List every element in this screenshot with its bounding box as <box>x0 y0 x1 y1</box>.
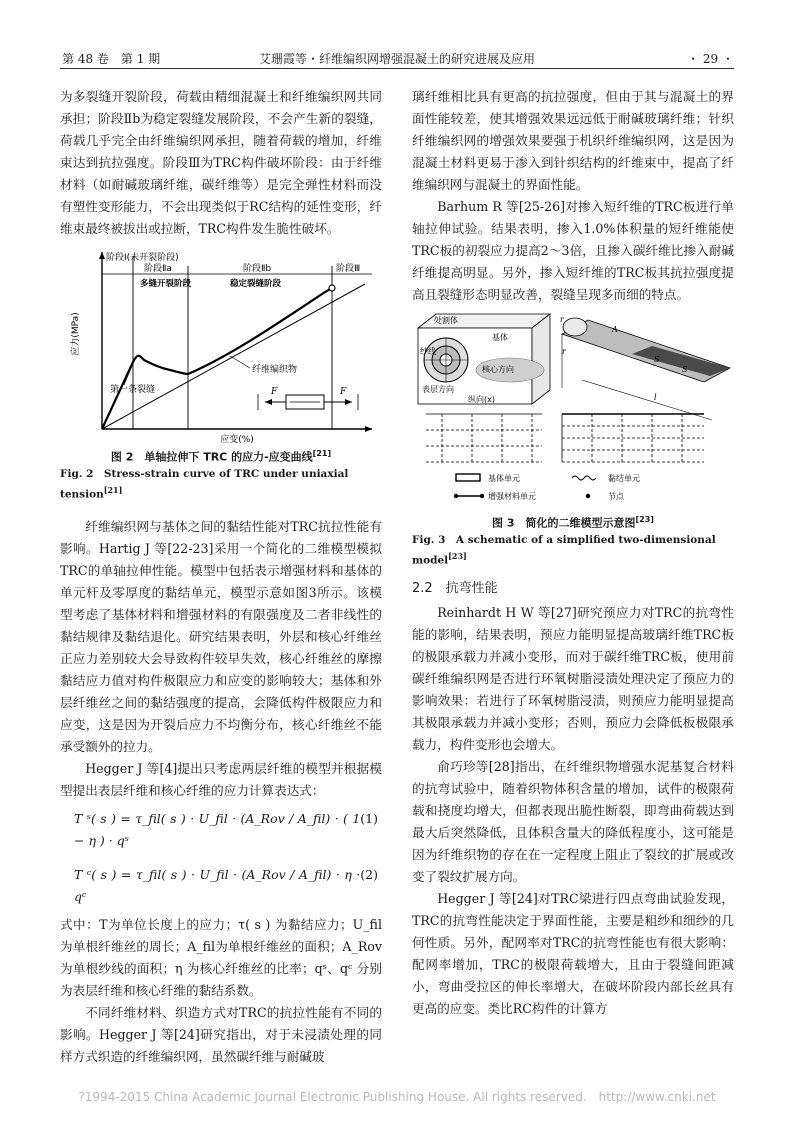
fig3-label-longitudinal: 纵向(x) <box>468 395 495 404</box>
stress-strain-figure <box>60 244 382 444</box>
stage-1-label: 阶段Ⅰ(未开裂阶段) <box>106 253 179 263</box>
equation-1: T ˢ( s ) = τ_fil( s ) · U_fil · (A_Rov / A_fil) · ( 1 − η ) · qˢ (1) <box>74 811 378 849</box>
legend-matrix-element: 基体单元 <box>488 474 520 483</box>
force-label-right: F <box>340 387 347 397</box>
figure-2 <box>60 244 382 502</box>
left-paragraph-4: 式中：T为单位长度上的应力；τ( s ) 为黏结应力；U_fil为单根纤维丝的周长；A_fil为单根纤维丝的面积；A_Rov为单根纱线的面积；η 为核心纤维丝的比率；qˢ、qᶜ 分别为表层纤维和核心纤维的黏结系数。 <box>60 917 382 999</box>
equation-2: T ᶜ( s ) = τ_fil( s ) · U_fil · (A_Rov / A_fil) · η · qᶜ (2) <box>74 867 378 905</box>
right-paragraph-2: Barhum R 等[25-26]对掺入短纤维的TRC板进行单轴拉伸试验。结果表明，掺入1.0%体积量的短纤维能使TRC板的初裂应力提高2～3倍，且掺入碳纤维比掺入耐碱纤维提高明显。另外，掺入短纤维的TRC板其抗拉强度提高且裂缝形态明显改善，裂缝呈现多而细的特点。 <box>412 199 734 302</box>
right-paragraph-5: Hegger J 等[24]对TRC梁进行四点弯曲试验发现，TRC的抗弯性能决定于界面性能，主要是粗纱和细纱的几何性质。另外，配网率对TRC的抗弯性能也有很大影响：配网率增加，TRC的极限荷载增大，且由于裂缝间距减小，弯曲受拉区的伸长率增大，在破坏阶段内部长丝具有更高的应变。类比RC构件的计算方 <box>412 891 734 1017</box>
left-paragraph-5: 不同纤维材料、织造方式对TRC的抗拉性能有不同的影响。Hegger J 等[24]研究指出，对于未浸渍处理的同样方式织造的纤维编织网，虽然碳纤维与耐碱玻 <box>60 1005 382 1065</box>
stage-2b-label: 阶段Ⅱb <box>243 264 272 274</box>
svg-text:r: r <box>562 347 566 356</box>
svg-text:r: r <box>560 315 564 324</box>
right-paragraph-3: Reinhardt H W 等[27]研究预应力对TRC的抗弯性能的影响，结果表明，预应力能明显提高玻璃纤维TRC板的极限承载力并减小变形，而对于碳纤维TRC板，使用前碳纤维编织网是否进行环氧树脂浸渍处理决定了预应力的影响效果：若进行了环氧树脂浸渍，则预应力能明显提高其极限承载力并减小变形；否则，预应力会降低板极限承载力，构件变形也会增大。 <box>412 605 734 753</box>
legend-reinforcement-element: 增强材料单元 <box>488 492 536 501</box>
y-axis-label: 应力(MPa) <box>71 312 81 356</box>
svg-text:A: A <box>612 325 618 334</box>
left-paragraph-1: 为多裂缝开裂阶段，荷载由精细混凝土和纤维编织网共同承担；阶段Ⅱb为稳定裂缝发展阶段，不会产生新的裂缝，荷载几乎完全由纤维编织网承担，随着荷载的增加，纤维束达到抗拉强度。阶段Ⅲ为TRC构件破坏阶段：由于纤维材料（如耐碱玻璃纤维，碳纤维等）是完全弹性材料而没有塑性变形能力，不会出现类似于RC结构的延性变形，纤维束最终被拔出或拉断，TRC构件发生脆性破坏。 <box>60 89 382 236</box>
left-column <box>60 86 382 1068</box>
svg-text:S: S <box>654 355 660 364</box>
fig3-label-cut: 处割体 <box>434 316 458 325</box>
svg-text:S: S <box>682 365 688 374</box>
figure-3-caption-cn: 图 3 简化的二维模型示意图[23] <box>492 515 654 530</box>
first-crack-label: 第一条裂缝 <box>110 385 156 395</box>
left-paragraph-3: Hegger J 等[4]提出只考虑两层纤维的模型并根据模型提出表层纤维和核心纤维的应力计算表达式： <box>60 761 382 799</box>
left-paragraph-2: 纤维编织网与基体之间的黏结性能对TRC抗拉性能有影响。Hartig J 等[22-23]采用一个简化的二维模型模拟TRC的单轴拉伸性能。模型中包括表示增强材料和基体的单元杆及零厚度的黏结单元，模型示意如图3所示。该模型考虑了基体材料和增强材料的有限强度及二者非线性的黏结规律及黏结退化。研究结果表明，外层和核心纤维丝正应力差别较大会导致构件较早失效，核心纤维丝的摩擦黏结应力值对构件极限应力和应变的影响较大；基体和外层纤维丝之间的黏结强度的提高，会降低构件极限应力和应变，这是因为开裂后应力不均衡分布，核心纤维丝不能承受额外的拉力。 <box>60 519 382 755</box>
stage-2a-label: 阶段Ⅱa <box>144 264 172 274</box>
two-dimensional-model-figure <box>412 310 734 510</box>
figure-2-caption-en: Fig. 2 Stress-strain curve of TRC under uniaxial tension[21] <box>60 467 349 501</box>
figure-2-caption-cn: 图 2 单轴拉伸下 TRC 的应力-应变曲线[21] <box>110 449 332 464</box>
legend-bond-element: 黏结单元 <box>608 474 640 483</box>
page-number: ・ 29 ・ <box>687 52 734 66</box>
x-axis-label: 应变(%) <box>220 435 254 444</box>
header-rule <box>60 68 734 69</box>
stage-2a-desc: 多缝开裂阶段 <box>140 279 192 289</box>
right-paragraph-4: 俞巧珍等[28]指出，在纤维织物增强水泥基复合材料的抗弯试验中，随着织物体积含量的增加，试件的极限荷载和挠度均增大，但都表现出脆性断裂，即弯曲荷载达到最大后突然降低，且体积含量大的降低程度小，这可能是因为纤维织物的存在在一定程度上阻止了裂纹的扩展或改变了裂纹扩展方向。 <box>412 759 734 885</box>
legend-node: 节点 <box>608 492 624 501</box>
fig3-label-surface: 表层方向 <box>422 385 454 394</box>
fig3-label-yarn: 纱线 <box>420 347 436 356</box>
fabric-label: 纤维编织物 <box>252 365 298 375</box>
svg-text:l: l <box>654 393 657 402</box>
fig3-label-matrix: 基体 <box>492 333 508 342</box>
force-label-left: F <box>271 387 278 397</box>
figure-3-caption-en: Fig. 3 A schematic of a simplified two-dimensional model[23] <box>412 533 716 567</box>
figure-3 <box>412 310 734 568</box>
right-paragraph-1: 璃纤维相比具有更高的抗拉强度，但由于其与混凝土的界面性能较差，使其增强效果远远低于耐碱玻璃纤维；针织纤维编织网的增强效果要强于机织纤维编织网，这是因为混凝土材料更易于渗入到针织结构的纤维束中，提高了纤维编织网与混凝土的界面性能。 <box>412 89 734 192</box>
section-heading-flexural: 2.2 抗弯性能 <box>412 581 498 597</box>
fig3-label-core: 核心方向 <box>482 365 514 374</box>
stage-2b-desc: 稳定裂缝阶段 <box>230 279 282 289</box>
journal-volume: 第 48 卷 第 1 期 <box>62 52 161 66</box>
running-title: 艾珊霞等・纤维编织网增强混凝土的研究进展及应用 <box>258 52 535 66</box>
copyright-footer: ?1994-2015 China Academic Journal Electronic Publishing House. All rights reserved. http://www.cnki.net <box>78 1090 716 1104</box>
right-column <box>412 86 734 1020</box>
stage-3-label: 阶段Ⅲ <box>336 264 361 274</box>
